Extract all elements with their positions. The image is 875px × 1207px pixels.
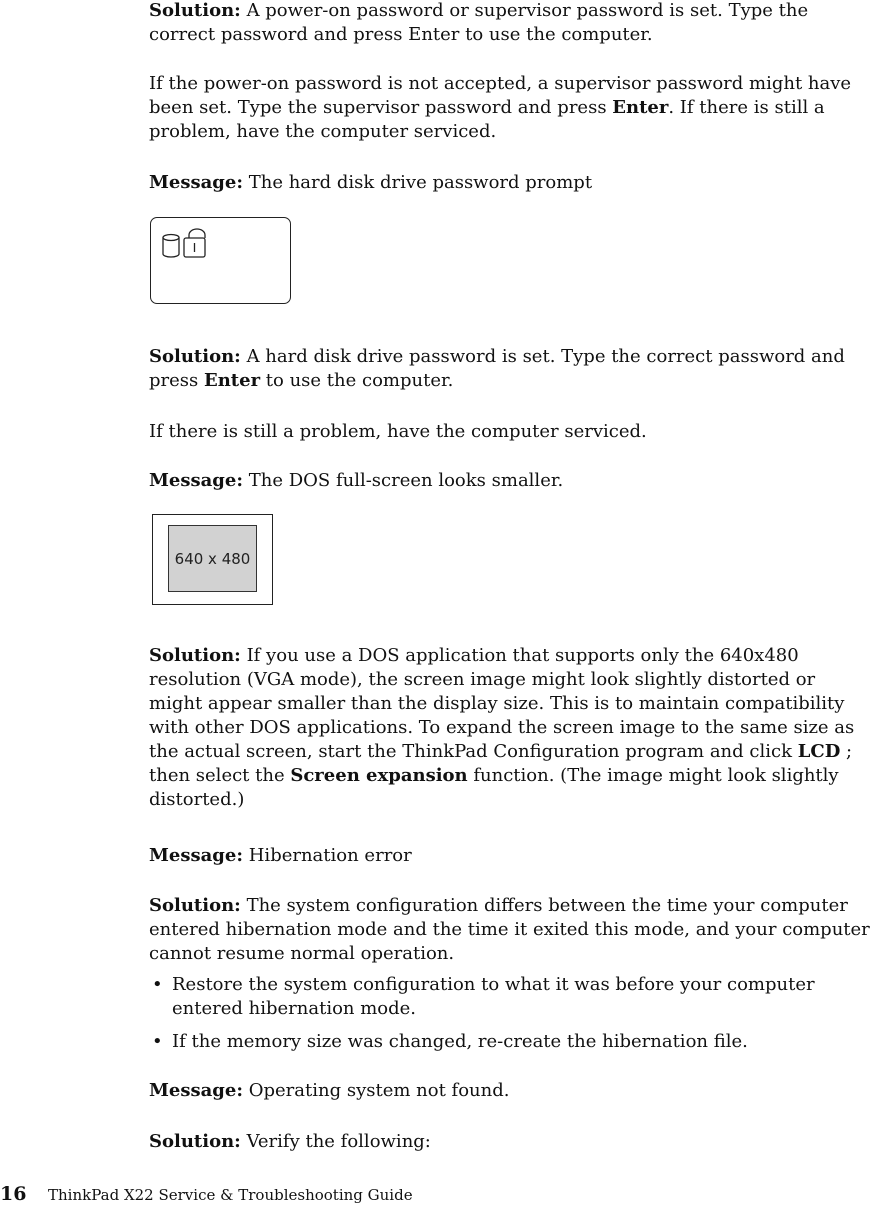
solution-dos-screen: Solution: If you use a DOS application that supports only the 640x480 resolution (VGA mode), the screen image might look slightly distorted or might appear smaller than the display size. This is to maintain compatibility with other DOS applications. To expand the screen image to the same size as the actual screen, start the ThinkPad Configuration program and click LCD ; then select the Screen expansion function. (The image might look slightly distorted.)	[149, 645, 855, 810]
solution-label: Solution:	[149, 895, 241, 916]
solution-verify: Solution: Verify the following:	[149, 1131, 431, 1152]
hdd-password-prompt-figure	[150, 217, 291, 304]
padlock-icon	[184, 229, 205, 257]
solution-label: Solution:	[149, 645, 241, 666]
message-hibernation: Message: Hibernation error	[149, 845, 412, 866]
solution-label: Solution:	[149, 0, 241, 21]
hard-disk-lock-icons	[159, 226, 219, 270]
paragraph-service: If there is still a problem, have the computer serviced.	[149, 421, 647, 442]
solution-power-on-password: Solution: A power-on password or supervisor password is set. Type the correct password and press Enter to use the computer.	[149, 0, 809, 45]
list-item: • If the memory size was changed, re-create the hibernation file.	[149, 1030, 871, 1054]
message-dos-screen: Message: The DOS full-screen looks smaller.	[149, 470, 564, 491]
message-label: Message:	[149, 470, 243, 491]
resolution-box	[168, 525, 257, 592]
message-os-not-found: Message: Operating system not found.	[149, 1080, 510, 1101]
page-footer	[0, 1182, 413, 1207]
message-label: Message:	[149, 172, 243, 193]
solution-hibernation: Solution: The system configuration differs between the time your computer entered hibernation mode and the time it exited this mode, and your computer cannot resume normal operation.	[149, 895, 870, 964]
paragraph-supervisor-password: If the power-on password is not accepted, a supervisor password might have been set. Type the supervisor password and press Enter. If there is still a problem, have the computer serviced.	[149, 73, 852, 142]
solution-hdd-password: Solution: A hard disk drive password is set. Type the correct password and press Enter to use the computer.	[149, 346, 845, 391]
page-number: 16	[0, 1183, 27, 1205]
message-hdd-prompt: Message: The hard disk drive password prompt	[149, 172, 593, 193]
message-label: Message:	[149, 845, 243, 866]
list-item: • Restore the system configuration to what it was before your computer entered hibernation mode.	[149, 973, 871, 1021]
hibernation-steps-list	[149, 973, 871, 1054]
solution-label: Solution:	[149, 346, 241, 367]
screen-resolution-figure	[152, 514, 273, 605]
solution-label: Solution:	[149, 1131, 241, 1152]
resolution-label: 640 x 480	[174, 549, 251, 568]
guide-title: ThinkPad X22 Service & Troubleshooting Guide	[48, 1186, 413, 1204]
hard-disk-icon	[163, 235, 179, 258]
message-label: Message:	[149, 1080, 243, 1101]
